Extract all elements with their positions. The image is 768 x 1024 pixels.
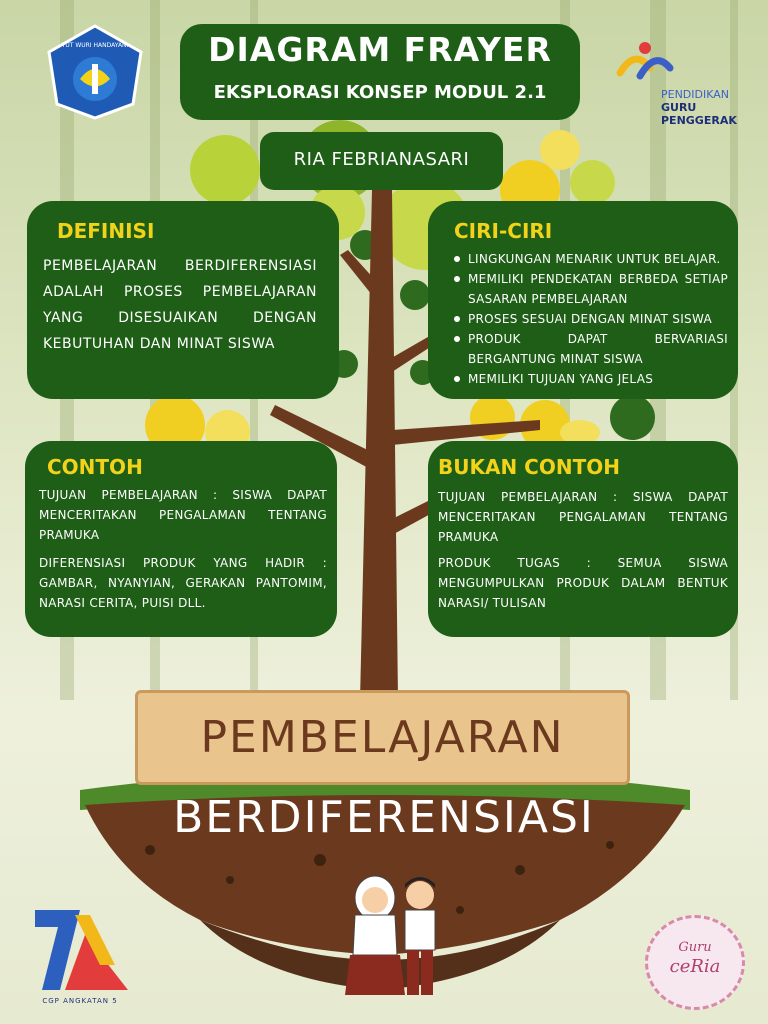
contoh-panel: [25, 441, 337, 637]
page-title: DIAGRAM FRAYER: [208, 30, 552, 69]
guru-ceria-line2: ceRia: [669, 956, 721, 977]
ciri-title: CIRI-CIRI: [454, 219, 553, 243]
contoh-para2: DIFERENSIASI PRODUK YANG HADIR : GAMBAR, NYANYIAN, GERAKAN PANTOMIM, NARASI CERITA, PUISI DLL.: [39, 556, 327, 610]
ciri-item: LINGKUNGAN MENARIK UNTUK BELAJAR.: [452, 249, 728, 269]
contoh-para1: TUJUAN PEMBELAJARAN : SISWA DAPAT MENCERITAKAN PENGALAMAN TENTANG PRAMUKA: [39, 488, 327, 542]
guru-penggerak-emblem-icon: [615, 38, 675, 88]
bukan-contoh-para1: TUJUAN PEMBELAJARAN : SISWA DAPAT MENCERITAKAN PENGALAMAN TENTANG PRAMUKA: [438, 490, 728, 544]
bukan-contoh-title: BUKAN CONTOH: [438, 455, 620, 479]
guru-ceria-line1: Guru: [678, 940, 712, 955]
definisi-text: PEMBELAJARAN BERDIFERENSIASI ADALAH PROSES PEMBELAJARAN YANG DISESUAIKAN DENGAN KEBUTUHAN DAN MINAT SISWA: [43, 258, 317, 352]
ciri-list: [452, 249, 728, 389]
logo-line3: PENGGERAK: [661, 114, 737, 127]
ciri-panel: [428, 201, 738, 399]
title-box: [180, 24, 580, 120]
ciri-item: PRODUK DAPAT BERVARIASI BERGANTUNG MINAT SISWA: [452, 329, 728, 369]
author-box: [260, 132, 503, 190]
tut-wuri-logo: [45, 24, 145, 120]
bukan-contoh-para2: PRODUK TUGAS : SEMUA SISWA MENGUMPULKAN PRODUK DALAM BENTUK NARASI/ TULISAN: [438, 556, 728, 610]
sign-title-line2: BERDIFERENSIASI: [173, 792, 595, 843]
ciri-item: PROSES SESUAI DENGAN MINAT SISWA: [452, 309, 728, 329]
definisi-title: DEFINISI: [57, 219, 155, 243]
logo-line1: PENDIDIKAN: [661, 88, 730, 101]
cgp-logo: [30, 905, 130, 1020]
students-illustration: [335, 870, 455, 1010]
contoh-title: CONTOH: [47, 455, 143, 479]
sign-title-line1: PEMBELAJARAN: [200, 712, 565, 763]
guru-penggerak-logo: [615, 38, 745, 128]
tut-wuri-emblem-icon: [45, 24, 145, 120]
definisi-panel: [27, 201, 339, 399]
author-name: RIA FEBRIANASARI: [293, 149, 470, 170]
guru-ceria-logo: [645, 915, 745, 1010]
cgp-logo-text: CGP ANGKATAN 5: [42, 997, 118, 1005]
cgp-emblem-icon: [30, 905, 130, 995]
logo-line2: GURU: [661, 101, 697, 114]
bukan-contoh-panel: [428, 441, 738, 637]
tut-wuri-text: TUT WURI HANDAYANI: [61, 42, 129, 49]
ciri-item: MEMILIKI TUJUAN YANG JELAS: [452, 369, 728, 389]
page-subtitle: EKSPLORASI KONSEP MODUL 2.1: [213, 82, 547, 103]
ciri-item: MEMILIKI PENDEKATAN BERBEDA SETIAP SASARAN PEMBELAJARAN: [452, 269, 728, 309]
